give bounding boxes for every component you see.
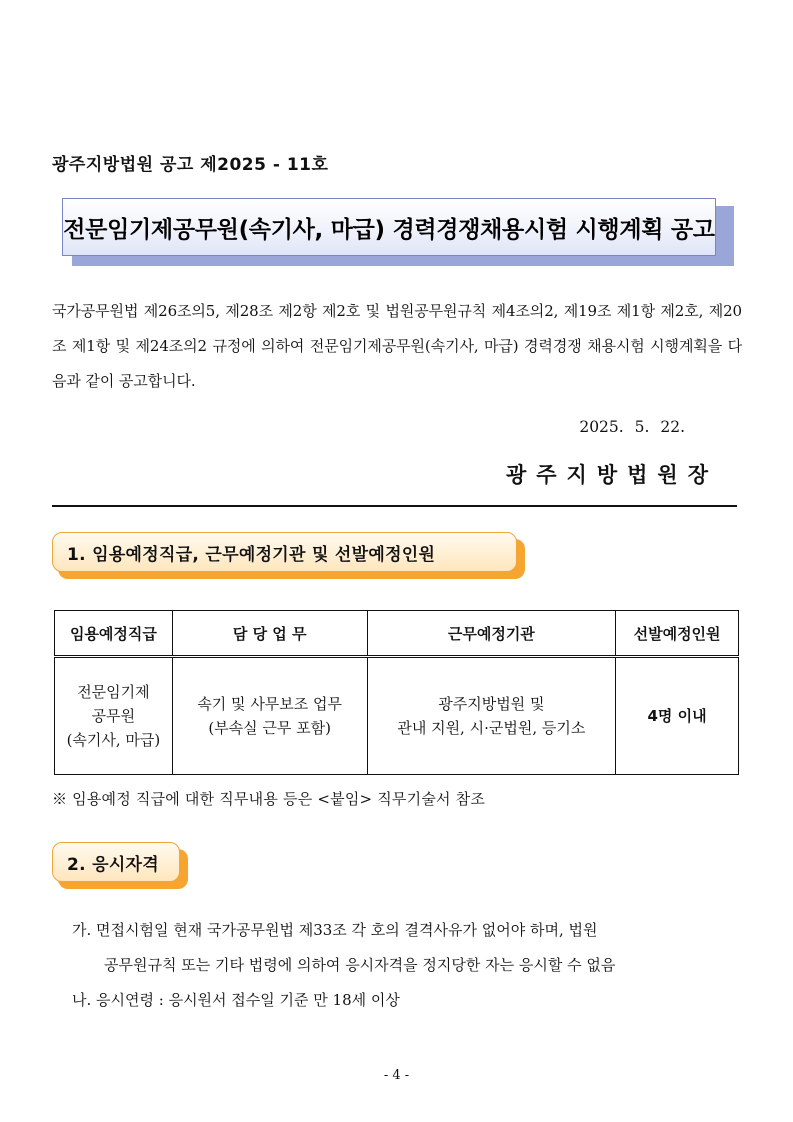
count-cell: 4명 이내 bbox=[616, 657, 739, 775]
page-number: - 4 - bbox=[383, 1068, 410, 1083]
table-header: 임용예정직급 bbox=[55, 611, 173, 657]
section2-heading-box bbox=[52, 842, 180, 882]
section2-heading: 2. 응시자격 bbox=[67, 854, 159, 875]
table-header-row bbox=[55, 611, 739, 657]
divider bbox=[52, 505, 737, 507]
table-header: 근무예정기관 bbox=[367, 611, 616, 657]
title-box bbox=[62, 198, 716, 256]
eligibility-item-na: 나. 응시연령 : 응시원서 접수일 기준 만 18세 이상 bbox=[72, 991, 400, 1009]
notice-date: 2025. 5. 22. bbox=[579, 418, 685, 436]
section1-heading: 1. 임용예정직급, 근무예정기관 및 선발예정인원 bbox=[67, 544, 436, 565]
eligibility-item-ga: 가. 면접시험일 현재 국가공무원법 제33조 각 호의 결격사유가 없어야 하며, 법원 bbox=[72, 921, 598, 939]
eligibility-item-ga-cont: 공무원규칙 또는 기타 법령에 의하여 응시자격을 정지당한 자는 응시할 수 없음 bbox=[104, 956, 616, 974]
grade-cell: 전문임기제 공무원 (속기사, 마급) bbox=[55, 657, 173, 775]
duty-cell: 속기 및 사무보조 업무 (부속실 근무 포함) bbox=[172, 657, 367, 775]
table-note: ※ 임용예정 직급에 대한 직무내용 등은 <붙임> 직무기술서 참조 bbox=[52, 790, 486, 808]
notice-number: 광주지방법원 공고 제2025 - 11호 bbox=[52, 155, 329, 175]
section1-heading-box bbox=[52, 532, 517, 572]
table-header: 선발예정인원 bbox=[616, 611, 739, 657]
recruitment-table bbox=[54, 610, 739, 775]
office-cell: 광주지방법원 및 관내 지원, 시·군법원, 등기소 bbox=[367, 657, 616, 775]
table-header: 담 당 업 무 bbox=[172, 611, 367, 657]
intro-paragraph: 국가공무원법 제26조의5, 제28조 제2항 제2호 및 법원공무원규칙 제4조의2, 제19조 제1항 제2호, 제20조 제1항 및 제24조의2 규정에 의하여 전문임기제공무원(속기사, 마급) 경력경쟁 채용시험 시행계획을 다음과 같이 공고합니다. bbox=[52, 302, 742, 390]
table-row bbox=[55, 657, 739, 775]
page-title: 전문임기제공무원(속기사, 마급) 경력경쟁채용시험 시행계획 공고 bbox=[63, 216, 715, 243]
signer: 광주지방법원장 bbox=[505, 463, 718, 487]
